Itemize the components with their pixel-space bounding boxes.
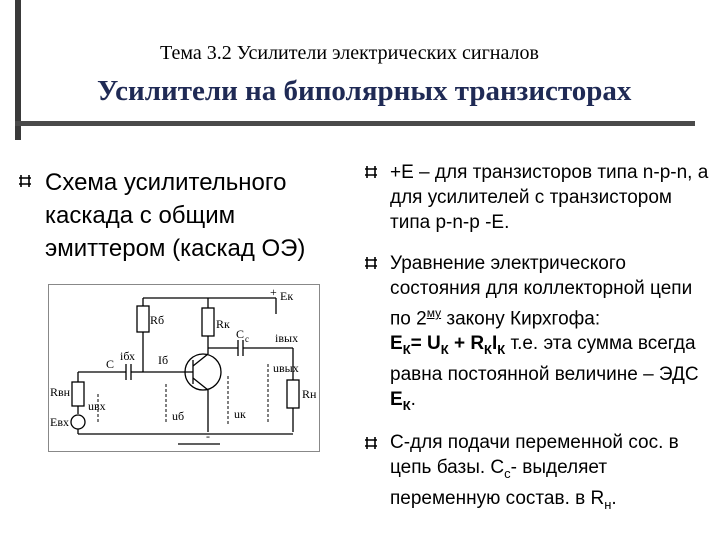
left-bullet-text: Схема усилительного каскада с общим эмиттером (каскад ОЭ) [45, 169, 306, 262]
label-ub: uб [172, 409, 185, 423]
emf-symbol [390, 389, 411, 413]
right-bullet-1: +Е – для транзисторов типа n-p-n, а для усилителей с транзистором типа p-n-p -Е. [390, 162, 709, 233]
topic-heading: Тема 3.2 Усилители электрических сигналов [160, 42, 539, 64]
label-rk: Rк [216, 317, 230, 331]
kirchhoff-text-c: т.е. эта сумма всегда равна постоянной величине – ЭДС [390, 333, 699, 386]
label-ek: Eк [280, 289, 294, 303]
eq-i: I [491, 333, 498, 355]
right-bullet-2 [390, 251, 715, 418]
right-bullet-3 [390, 430, 715, 517]
label-c: C [106, 357, 115, 371]
label-plus: + [270, 285, 277, 299]
bullet-icon [364, 165, 378, 179]
eq-e: Е [390, 333, 403, 355]
label-ivyx: iвых [275, 331, 299, 345]
kirchhoff-sup: му [426, 306, 442, 320]
eq-r: + R [448, 333, 485, 355]
label-rb: Rб [150, 313, 165, 327]
period: . [410, 389, 416, 411]
label-minus: - [206, 429, 210, 443]
label-ib: Iб [158, 353, 169, 367]
bullet-icon [364, 436, 378, 450]
label-cc-sub: с [245, 334, 249, 344]
bullet-icon [364, 256, 378, 270]
label-uvyx: uвых [273, 361, 299, 375]
page-title: Усилители на биполярных транзисторах [97, 75, 632, 107]
cap-text-b: - выделяет переменную состав. в R [390, 457, 608, 509]
cap-sub: с [504, 465, 511, 481]
label-cc: C [236, 327, 245, 341]
label-evx: Eвх [50, 415, 69, 429]
cap-text-a: С-для подачи переменной сос. в цепь базы. С [390, 432, 679, 478]
emf-e: Е [390, 389, 403, 411]
equation [390, 333, 506, 358]
load-sub: н [604, 496, 612, 512]
eq-sub: К [497, 342, 506, 358]
decorative-vertical-bar [15, 0, 21, 140]
common-emitter-circuit-diagram [48, 284, 320, 452]
eq-sub: К [440, 342, 449, 358]
eq-sub: К [402, 342, 411, 358]
kirchhoff-text-a: Уравнение электрического состояния для коллекторной цепи по 2 [390, 253, 693, 330]
label-ibx: iбх [120, 349, 135, 363]
emf-sub: К [402, 397, 411, 413]
eq-sub: К [484, 342, 492, 358]
bullet-icon [18, 174, 32, 188]
label-uk: uк [234, 407, 246, 421]
label-uvx: uвх [88, 399, 106, 413]
label-rn: Rн [302, 387, 317, 401]
title-underline [15, 121, 695, 126]
label-rvn: Rвн [50, 385, 71, 399]
period: . [611, 487, 617, 509]
eq-u: = U [410, 333, 441, 355]
kirchhoff-text-b: закону Кирхгофа: [441, 308, 601, 330]
